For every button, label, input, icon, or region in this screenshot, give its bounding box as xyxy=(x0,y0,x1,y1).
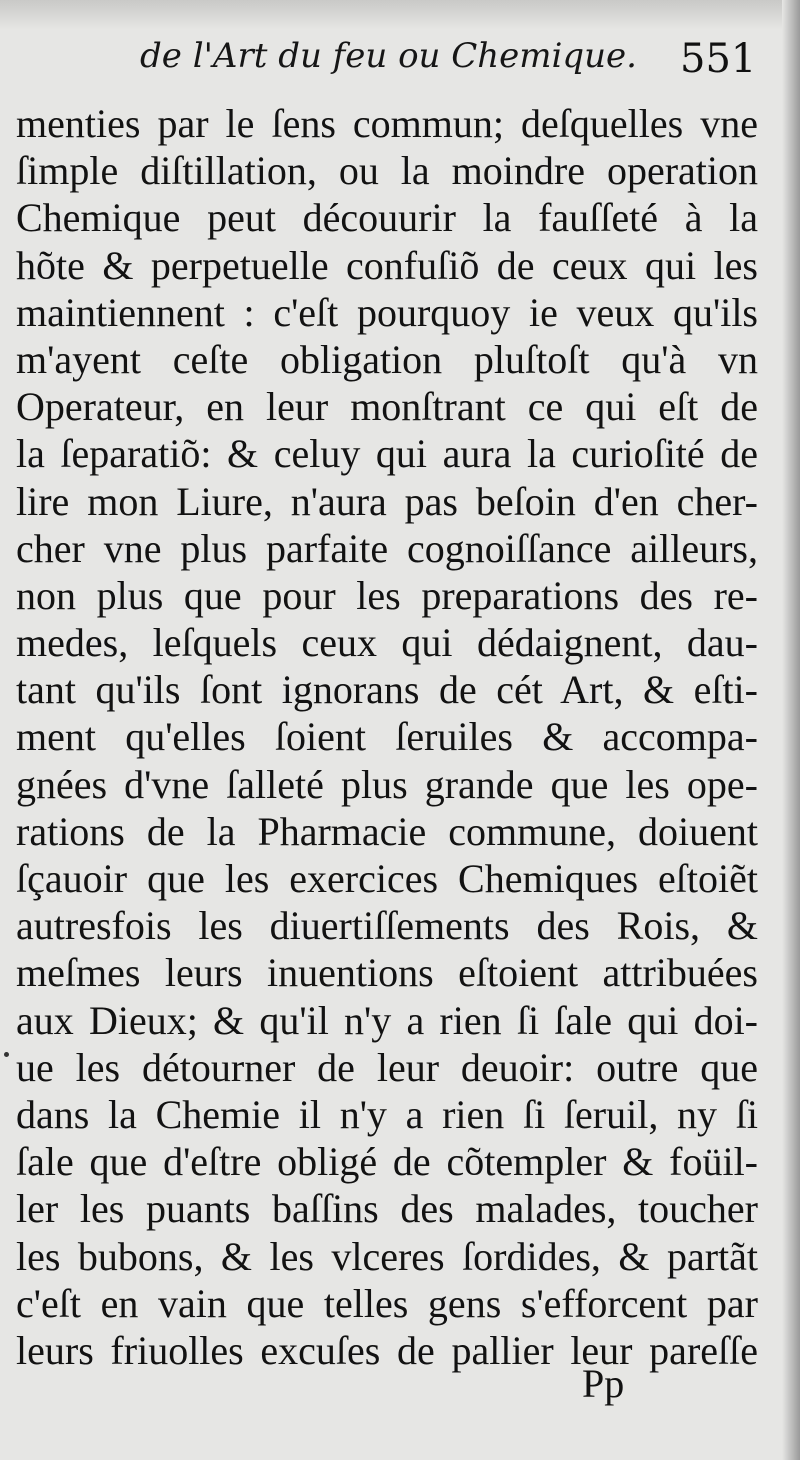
text-line: Operateur, en leur monſtrant ce qui eſt de xyxy=(16,384,758,430)
page-top-shadow xyxy=(0,0,800,30)
body-text xyxy=(16,100,758,1374)
text-line: ſale que d'eſtre obligé de cõtempler & foüil- xyxy=(16,1139,758,1185)
text-line: leurs friuolles excuſes de pallier leur pareſſe xyxy=(16,1327,758,1373)
text-line: rations de la Pharmacie commune, doiuent xyxy=(16,808,758,854)
text-line: dans la Chemie il n'y a rien ſi ſeruil, ny ſi xyxy=(16,1091,758,1137)
margin-ink-mark xyxy=(4,1052,9,1057)
text-line: menties par le ſens commun; deſquelles vne xyxy=(16,101,758,146)
text-line: meſmes leurs inuentions eſtoient attribuées xyxy=(16,950,758,996)
text-line: la ſeparatiõ: & celuy qui aura la curioſité de xyxy=(16,431,758,477)
text-line: gnées d'vne ſalleté plus grande que les ope- xyxy=(16,761,758,807)
page-number: 551 xyxy=(680,36,757,82)
text-line: hõte & perpetuelle confuſiõ de ceux qui les xyxy=(16,242,758,288)
text-line: cher vne plus parfaite cognoiſſance ailleurs, xyxy=(16,525,758,571)
page-gutter-shadow xyxy=(782,0,800,1460)
text-line: tant qu'ils ſont ignorans de cét Art, & eſti- xyxy=(16,667,758,713)
running-title: de l'Art du feu ou Chemique. xyxy=(140,36,637,76)
text-line: m'ayent ceſte obligation pluſtoſt qu'à vn xyxy=(16,336,758,382)
text-line: ue les détourner de leur deuoir: outre que xyxy=(16,1044,758,1090)
text-line: les bubons, & les vlceres ſordides, & partãt xyxy=(16,1233,758,1279)
text-line: ler les puants baſſins des malades, toucher xyxy=(16,1186,758,1232)
text-line: medes, leſquels ceux qui dédaignent, dau- xyxy=(16,620,758,666)
text-line: maintiennent : c'eſt pourquoy ie veux qu'ils xyxy=(16,289,758,335)
text-line: Chemique peut découurir la fauſſeté à la xyxy=(16,195,758,241)
text-line: ment qu'elles ſoient ſeruiles & accompa- xyxy=(16,714,758,760)
text-line: non plus que pour les preparations des re- xyxy=(16,572,758,618)
text-line: lire mon Liure, n'aura pas beſoin d'en cher- xyxy=(16,478,758,524)
text-line: aux Dieux; & qu'il n'y a rien ſi ſale qui doi- xyxy=(16,997,758,1043)
text-line: c'eſt en vain que telles gens s'efforcent par xyxy=(16,1280,758,1326)
text-line: ſimple diſtillation, ou la moindre operation xyxy=(16,148,758,194)
signature-mark: Pp xyxy=(582,1361,625,1406)
text-line: autresfois les diuertiſſements des Rois, & xyxy=(16,903,758,949)
text-line: ſçauoir que les exercices Chemiques eſtoiẽt xyxy=(16,856,758,901)
